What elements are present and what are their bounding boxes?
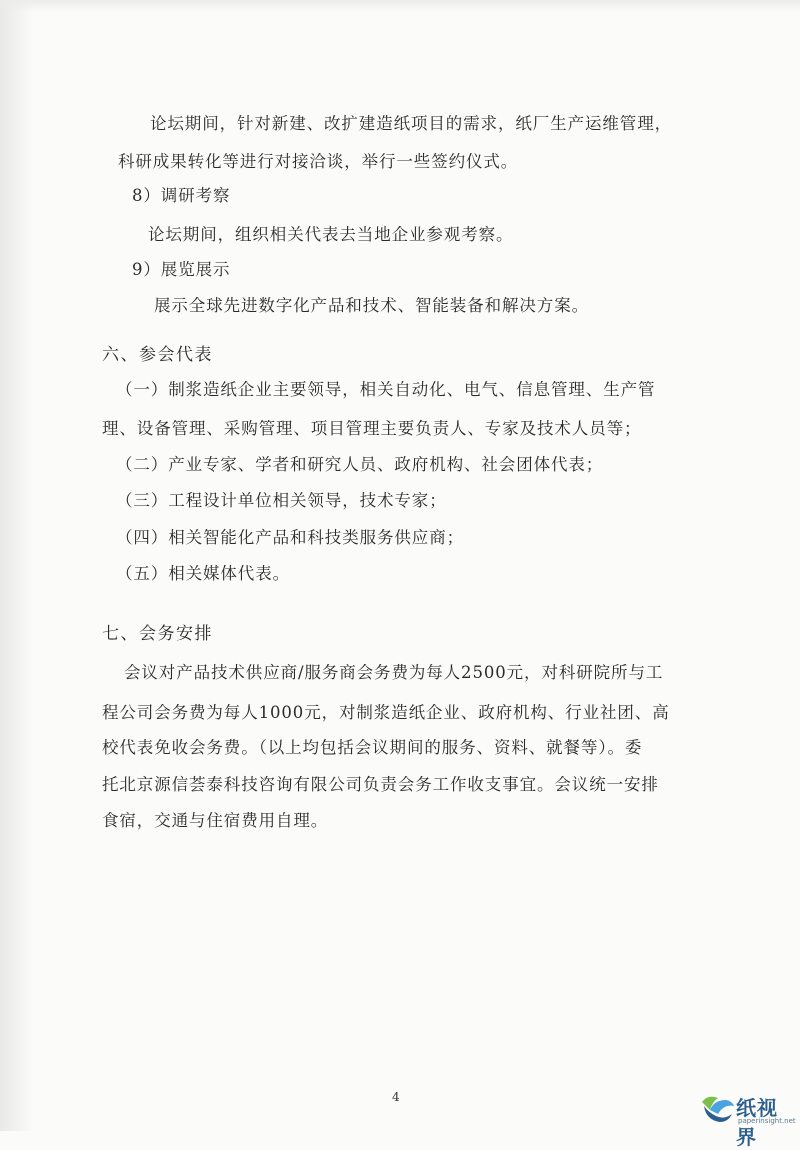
paragraph-line: （三）工程设计单位相关领导，技术专家； <box>116 491 447 510</box>
paragraph-line: （四）相关智能化产品和科技类服务供应商； <box>116 528 464 547</box>
paragraph-line: 展示全球先进数字化产品和技术、智能装备和解决方案。 <box>154 296 589 315</box>
paragraph-line: 会议对产品技术供应商/服务商会务费为每人2500元，对科研院所与工 <box>124 663 664 682</box>
paragraph-line: 理、设备管理、采购管理、项目管理主要负责人、专家及技术人员等； <box>102 419 642 438</box>
paperinsight-logo-icon <box>698 1092 736 1126</box>
paragraph-line: （五）相关媒体代表。 <box>116 564 290 583</box>
paragraph-line: 科研成果转化等进行对接洽谈，举行一些签约仪式。 <box>118 152 519 171</box>
paragraph-line: 论坛期间，组织相关代表去当地企业参观考察。 <box>148 225 514 244</box>
watermark-text: 纸视界 <box>736 1096 778 1149</box>
paragraph-line: 校代表免收会务费。（以上均包括会议期间的服务、资料、就餐等）。委 <box>102 738 643 757</box>
paragraph-line: 食宿，交通与住宿费用自理。 <box>102 811 329 830</box>
paragraph-line: 程公司会务费为每人1000元，对制浆造纸企业、政府机构、行业社团、高 <box>102 703 670 722</box>
section-heading: 七、会务安排 <box>102 624 213 644</box>
list-item-heading: 8）调研考察 <box>132 186 231 205</box>
watermark-logo <box>698 1092 798 1149</box>
paragraph-line: （二）产业专家、学者和研究人员、政府机构、社会团体代表； <box>116 455 604 474</box>
list-item-heading: 9）展览展示 <box>132 260 231 279</box>
scan-edge-shadow <box>0 0 34 1131</box>
paragraph-line: 论坛期间，针对新建、改扩建造纸项目的需求，纸厂生产运维管理， <box>150 114 672 133</box>
paragraph-line: 托北京源信荟泰科技咨询有限公司负责会务工作收支事宜。会议统一安排 <box>102 775 659 794</box>
page-number: 4 <box>392 1090 400 1104</box>
watermark-url: paperinsight.net <box>738 1117 796 1125</box>
paragraph-line: （一）制浆造纸企业主要领导，相关自动化、电气、信息管理、生产管 <box>116 380 656 399</box>
scan-top-shadow <box>0 0 800 12</box>
section-heading: 六、参会代表 <box>102 345 213 365</box>
